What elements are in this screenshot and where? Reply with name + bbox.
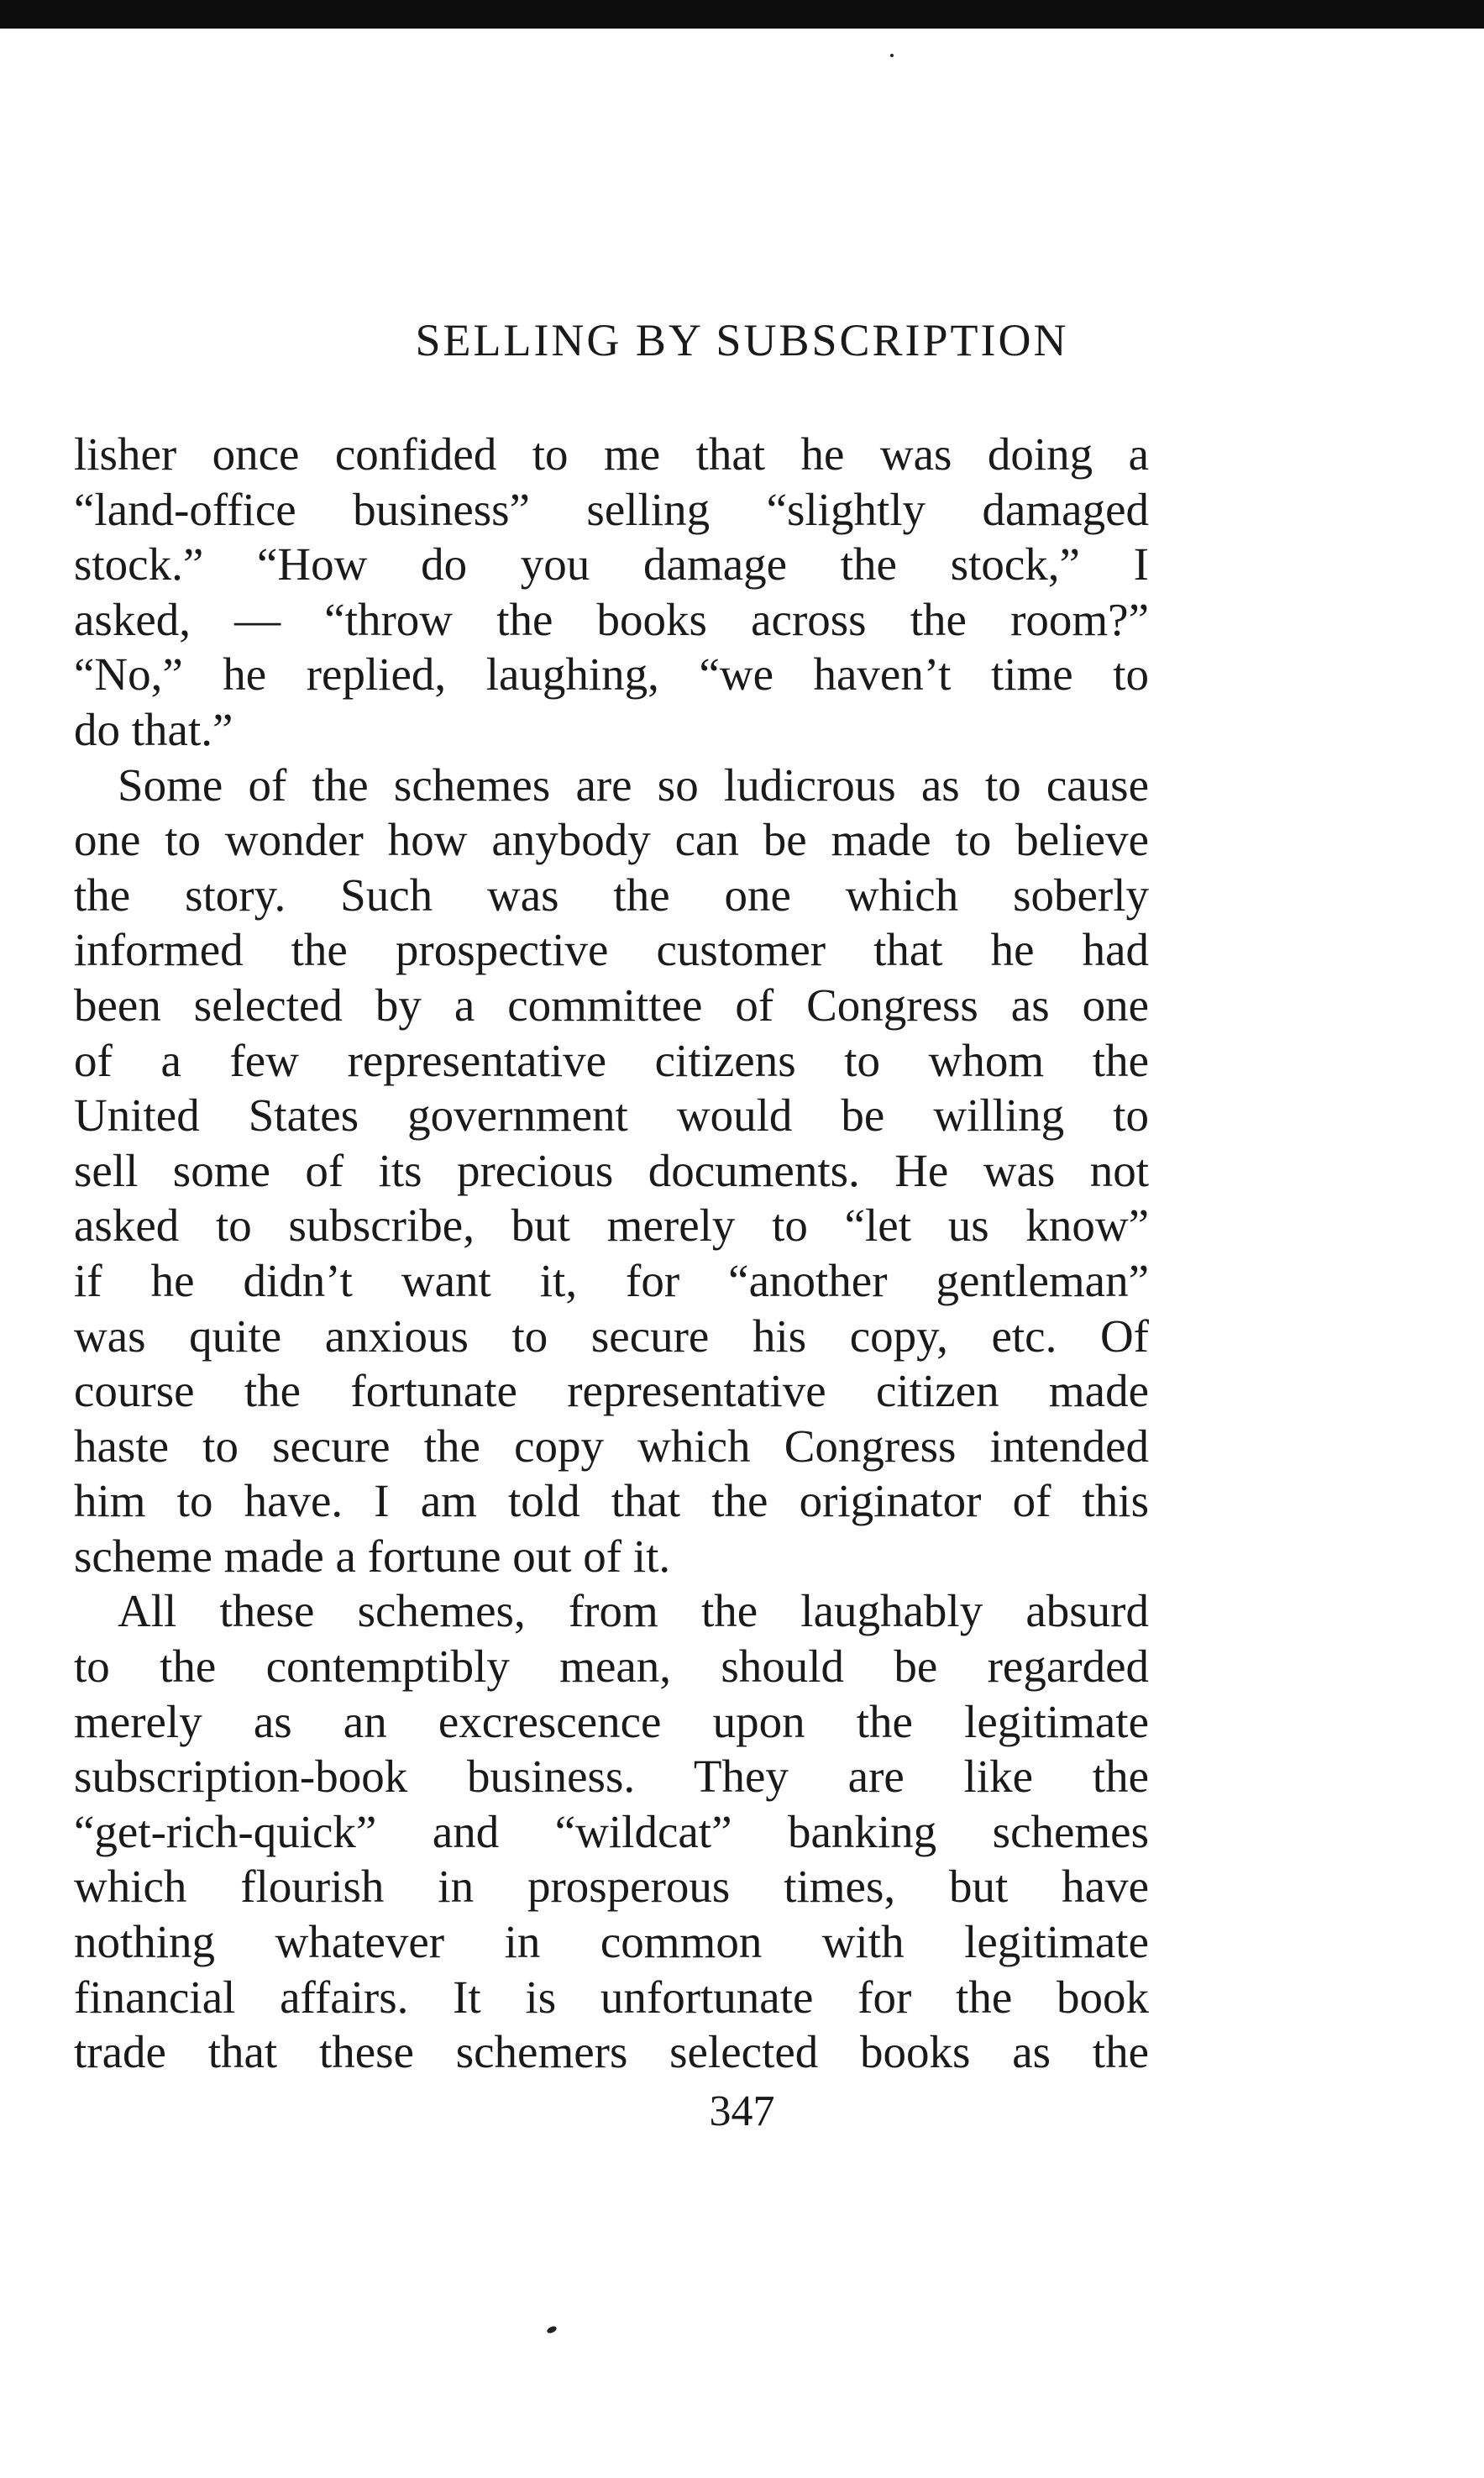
text-line: subscription-book business. They are like the	[74, 1751, 1149, 1803]
text-line: merely as an excrescence upon the legitimate	[74, 1695, 1149, 1747]
text-line: lisher once confided to me that he was doing a	[74, 428, 1149, 480]
text-line: United States government would be willing to	[74, 1089, 1149, 1142]
text-line: asked, — “throw the books across the room?”	[74, 593, 1149, 645]
text-line: of a few representative citizens to whom the	[74, 1034, 1149, 1086]
text-line: scheme made a fortune out of it.	[74, 1530, 671, 1582]
text-line: sell some of its precious documents. He was not	[74, 1144, 1149, 1196]
text-line: Some of the schemes are so ludicrous as to cause	[118, 759, 1149, 811]
running-head: SELLING BY SUBSCRIPTION	[415, 315, 1069, 365]
text-line: been selected by a committee of Congress as one	[74, 979, 1149, 1031]
page-number: 347	[709, 2087, 775, 2135]
text-line: was quite anxious to secure his copy, etc. Of	[74, 1310, 1149, 1362]
scan-speck	[546, 2325, 558, 2334]
text-line: “land-office business” selling “slightly damaged	[74, 483, 1149, 535]
text-line: one to wonder how anybody can be made to believe	[74, 814, 1149, 866]
text-line: haste to secure the copy which Congress intended	[74, 1420, 1149, 1472]
text-line: financial affairs. It is unfortunate for the book	[74, 1971, 1149, 2023]
text-line: “No,” he replied, laughing, “we haven’t time to	[74, 648, 1149, 701]
scan-speck	[890, 54, 894, 57]
text-line: which flourish in prosperous times, but have	[74, 1861, 1149, 1913]
text-line: All these schemes, from the laughably absurd	[118, 1585, 1149, 1637]
scan-edge-bar	[0, 0, 1484, 29]
text-line: asked to subscribe, but merely to “let us know”	[74, 1200, 1149, 1252]
body-text	[74, 427, 1149, 2080]
text-line: the story. Such was the one which soberly	[74, 869, 1149, 921]
text-line: to the contemptibly mean, should be regarded	[74, 1641, 1149, 1693]
text-line: do that.”	[74, 703, 233, 755]
text-line: informed the prospective customer that he had	[74, 924, 1149, 976]
text-line: stock.” “How do you damage the stock,” I	[74, 538, 1149, 591]
text-line: trade that these schemers selected books as the	[74, 2026, 1149, 2078]
text-line: nothing whatever in common with legitimate	[74, 1916, 1149, 1968]
text-line: if he didn’t want it, for “another gentleman”	[74, 1254, 1149, 1306]
text-line: him to have. I am told that the originator of this	[74, 1475, 1149, 1527]
text-line: “get-rich-quick” and “wildcat” banking schemes	[74, 1805, 1149, 1857]
text-line: course the fortunate representative citizen made	[74, 1365, 1149, 1417]
